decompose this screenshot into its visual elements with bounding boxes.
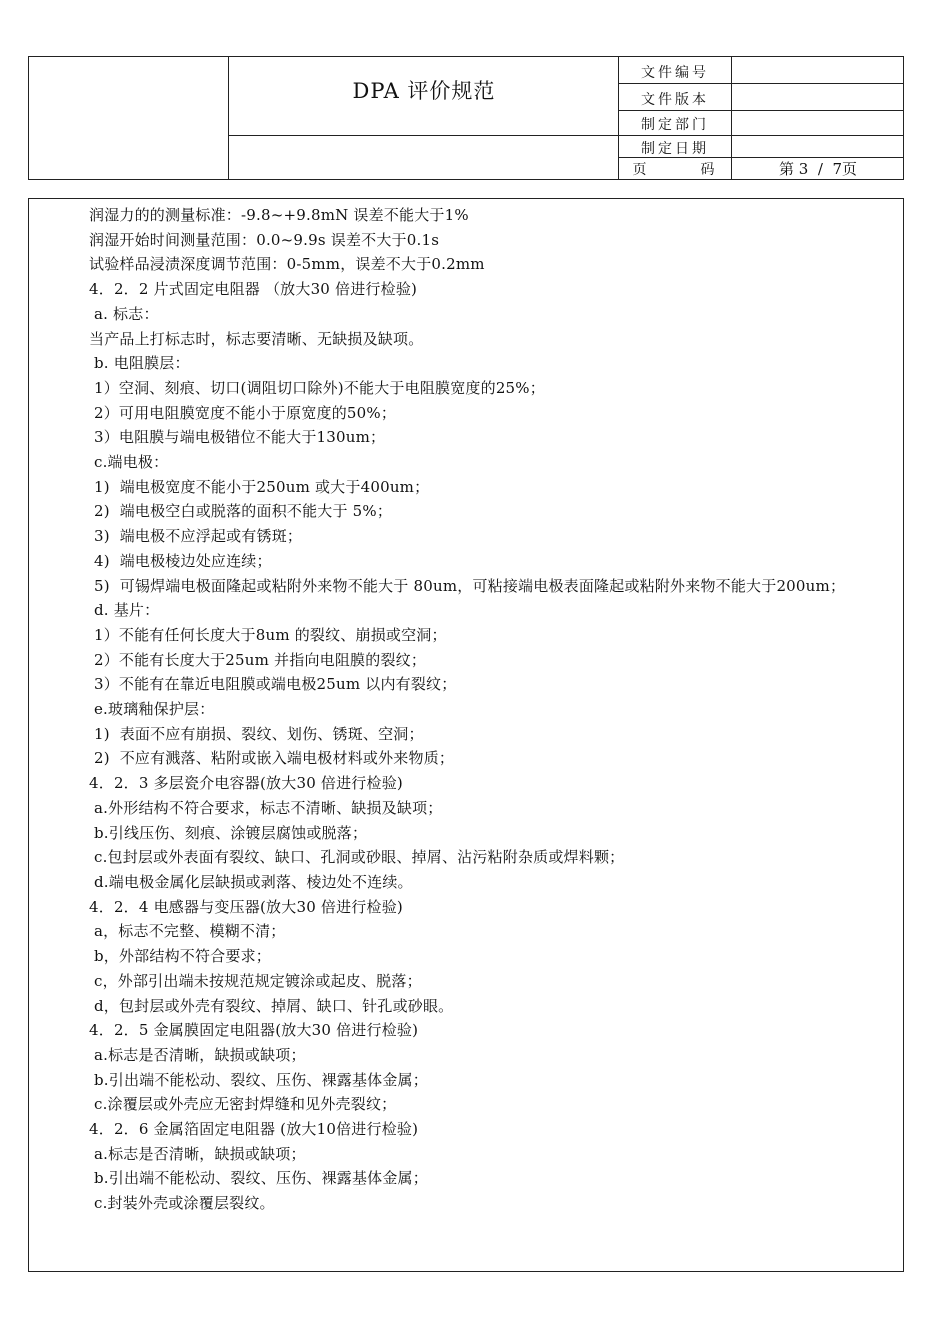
- body-line: b.引线压伤、刻痕、涂镀层腐蚀或脱落；: [89, 823, 368, 842]
- body-line: c，外部引出端未按规范规定镀涂或起皮、脱落；: [89, 971, 422, 990]
- department-label: 制定部门: [641, 117, 709, 133]
- body-line: c.包封层或外表面有裂纹、缺口、孔洞或砂眼、掉屑、沾污粘附杂质或焊料颗；: [89, 848, 625, 867]
- body-line: a. 标志：: [89, 304, 159, 323]
- document-header: [28, 56, 904, 180]
- body-line: 2) 不应有溅落、粘附或嵌入端电极材料或外来物质；: [89, 749, 455, 768]
- body-line: a，标志不完整、模糊不清；: [89, 922, 286, 941]
- body-line: a.标志是否清晰，缺损或缺项；: [89, 1144, 306, 1163]
- issue-date-label: 制定日期: [641, 141, 709, 157]
- file-number-label: 文件编号: [641, 65, 709, 81]
- body-line: d.端电极金属化层缺损或剥落、棱边处不连续。: [89, 872, 413, 891]
- body-line: 2) 端电极空白或脱落的面积不能大于 5%；: [89, 502, 393, 521]
- body-line: 试验样品浸渍深度调节范围：0-5mm，误差不大于0.2mm: [89, 255, 485, 274]
- page-number: 第 3 / 7页: [779, 160, 857, 178]
- body-line: 当产品上打标志时，标志要清晰、无缺损及缺项。: [89, 329, 424, 348]
- body-line: c.涂覆层或外壳应无密封焊缝和见外壳裂纹；: [89, 1095, 397, 1114]
- body-line: 4．2．4 电感器与变压器(放大30 倍进行检验): [89, 897, 403, 916]
- body-line: a.外形结构不符合要求，标志不清晰、缺损及缺项；: [89, 798, 443, 817]
- body-line: 1）不能有任何长度大于8um 的裂纹、崩损或空洞；: [89, 625, 447, 644]
- body-line: d. 基片：: [89, 601, 160, 620]
- body-line: 4．2．2 片式固定电阻器 （放大30 倍进行检验): [89, 280, 418, 299]
- body-text: [89, 203, 895, 1216]
- body-line: 2）可用电阻膜宽度不能小于原宽度的50%；: [89, 403, 397, 422]
- body-line: 润湿开始时间测量范围：0.0~9.9s 误差不大于0.1s: [89, 230, 440, 249]
- body-line: e.玻璃釉保护层：: [89, 700, 215, 719]
- header-row-line: [619, 83, 903, 84]
- body-line: 4．2．6 金属箔固定电阻器 (放大10倍进行检验): [89, 1120, 419, 1139]
- document-body: [28, 198, 904, 1272]
- body-line: c.端电极：: [89, 453, 169, 472]
- body-line: 4) 端电极棱边处应连续；: [89, 551, 272, 570]
- body-line: 1）空洞、刻痕、切口(调阻切口除外)不能大于电阻膜宽度的25%；: [89, 378, 545, 397]
- body-line: b.引出端不能松动、裂纹、压伤、裸露基体金属；: [89, 1070, 428, 1089]
- body-line: b. 电阻膜层：: [89, 354, 190, 373]
- file-version-label: 文件版本: [641, 92, 709, 108]
- header-row-line: [619, 110, 903, 111]
- body-line: 3) 端电极不应浮起或有锈斑；: [89, 527, 303, 546]
- document-title: DPA 评价规范: [352, 79, 496, 103]
- body-line: c.封装外壳或涂覆层裂纹。: [89, 1194, 275, 1213]
- page-label: 页 码: [632, 162, 718, 178]
- body-line: 3）电阻膜与端电极错位不能大于130um；: [89, 428, 386, 447]
- body-line: 1) 端电极宽度不能小于250um 或大于400um；: [89, 477, 430, 496]
- body-line: d，包封层或外壳有裂纹、掉屑、缺口、针孔或砂眼。: [89, 996, 454, 1015]
- body-line: 2）不能有长度大于25um 并指向电阻膜的裂纹；: [89, 650, 427, 669]
- body-line: 5) 可锡焊端电极面隆起或粘附外来物不能大于 80um，可粘接端电极表面隆起或粘附外来物不能大于200um；: [89, 576, 846, 595]
- body-line: 1) 表面不应有崩损、裂纹、划伤、锈斑、空洞；: [89, 724, 424, 743]
- body-line: 4．2．5 金属膜固定电阻器(放大30 倍进行检验): [89, 1021, 419, 1040]
- body-line: 润湿力的的测量标准：-9.8~+9.8mN 误差不能大于1%: [89, 206, 469, 224]
- body-line: b.引出端不能松动、裂纹、压伤、裸露基体金属；: [89, 1169, 428, 1188]
- header-row-line: [228, 135, 903, 136]
- body-line: a.标志是否清晰，缺损或缺项；: [89, 1045, 306, 1064]
- body-line: 4．2．3 多层瓷介电容器(放大30 倍进行检验): [89, 774, 403, 793]
- body-line: b，外部结构不符合要求；: [89, 947, 271, 966]
- body-line: 3）不能有在靠近电阻膜或端电极25um 以内有裂纹；: [89, 675, 457, 694]
